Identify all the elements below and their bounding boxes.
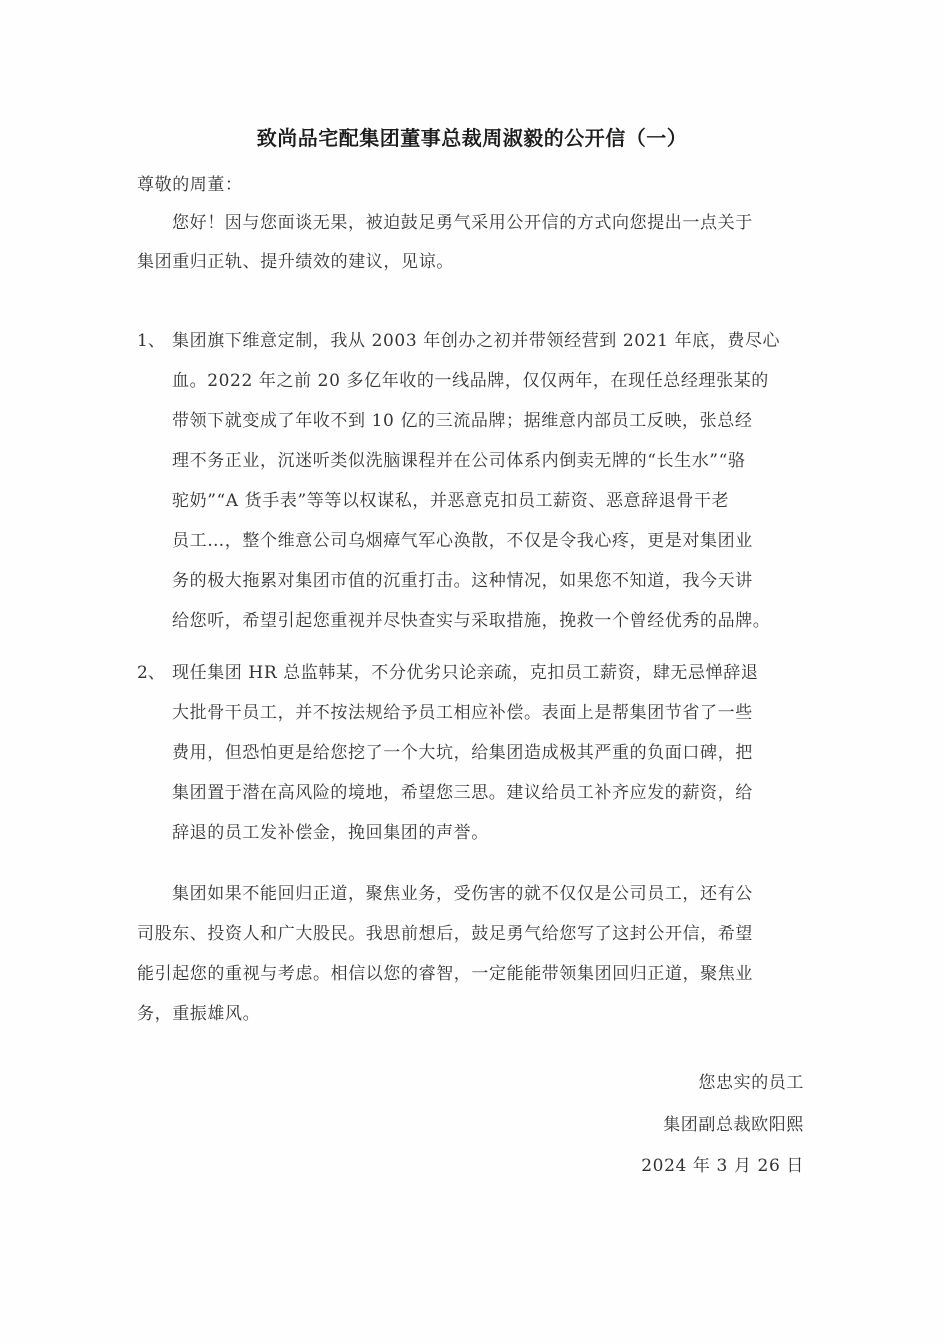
letter-title: 致尚品宅配集团董事总裁周淑毅的公开信（一）: [256, 126, 688, 150]
intro-line-1: 您好！因与您面谈无果，被迫鼓足勇气采用公开信的方式向您提出一点关于: [172, 213, 753, 233]
item-1-number: 1、: [137, 331, 165, 351]
closing-line: 能引起您的重视与考虑。相信以您的睿智，一定能能带领集团回归正道，聚焦业: [137, 964, 753, 984]
item-1-line: 驼奶”“A 货手表”等等以权谋私，并恶意克扣员工薪资、恶意辞退骨干老: [172, 491, 730, 511]
letter-date: 2024 年 3 月 26 日: [641, 1156, 804, 1176]
item-1-line: 务的极大拖累对集团市值的沉重打击。这种情况，如果您不知道，我今天讲: [172, 571, 753, 591]
item-2-line: 集团置于潜在高风险的境地，希望您三思。建议给员工补齐应发的薪资，给: [172, 783, 753, 803]
sign-off: 您忠实的员工: [698, 1073, 804, 1093]
author-signature: 集团副总裁欧阳熙: [663, 1115, 804, 1135]
item-2-line: 费用，但恐怕更是给您挖了一个大坑，给集团造成极其严重的负面口碑，把: [172, 743, 753, 763]
closing-line: 集团如果不能回归正道，聚焦业务，受伤害的就不仅仅是公司员工，还有公: [172, 884, 753, 904]
item-1-line: 理不务正业，沉迷听类似洗脑课程并在公司体系内倒卖无牌的“长生水”“骆: [172, 451, 746, 471]
intro-line-2: 集团重归正轨、提升绩效的建议，见谅。: [137, 252, 454, 272]
item-1-line: 带领下就变成了年收不到 10 亿的三流品牌；据维意内部员工反映，张总经: [172, 411, 753, 431]
item-1-line: 血。2022 年之前 20 多亿年收的一线品牌，仅仅两年，在现任总经理张某的: [172, 371, 769, 391]
item-1-line: 员工…，整个维意公司乌烟瘴气军心涣散，不仅是令我心疼，更是对集团业: [172, 531, 753, 551]
item-2-number: 2、: [137, 663, 165, 683]
item-2-line: 大批骨干员工，并不按法规给予员工相应补偿。表面上是帮集团节省了一些: [172, 703, 753, 723]
salutation: 尊敬的周董：: [137, 175, 243, 195]
item-2-line: 现任集团 HR 总监韩某，不分优劣只论亲疏，克扣员工薪资，肆无忌惮辞退: [172, 663, 759, 683]
item-2-line: 辞退的员工发补偿金，挽回集团的声誉。: [172, 823, 489, 843]
closing-line: 务，重振雄风。: [137, 1004, 261, 1024]
item-1-line: 给您听，希望引起您重视并尽快查实与采取措施，挽救一个曾经优秀的品牌。: [172, 611, 771, 631]
closing-line: 司股东、投资人和广大股民。我思前想后，鼓足勇气给您写了这封公开信，希望: [137, 924, 753, 944]
item-1-line: 集团旗下维意定制，我从 2003 年创办之初并带领经营到 2021 年底，费尽心: [172, 331, 781, 351]
